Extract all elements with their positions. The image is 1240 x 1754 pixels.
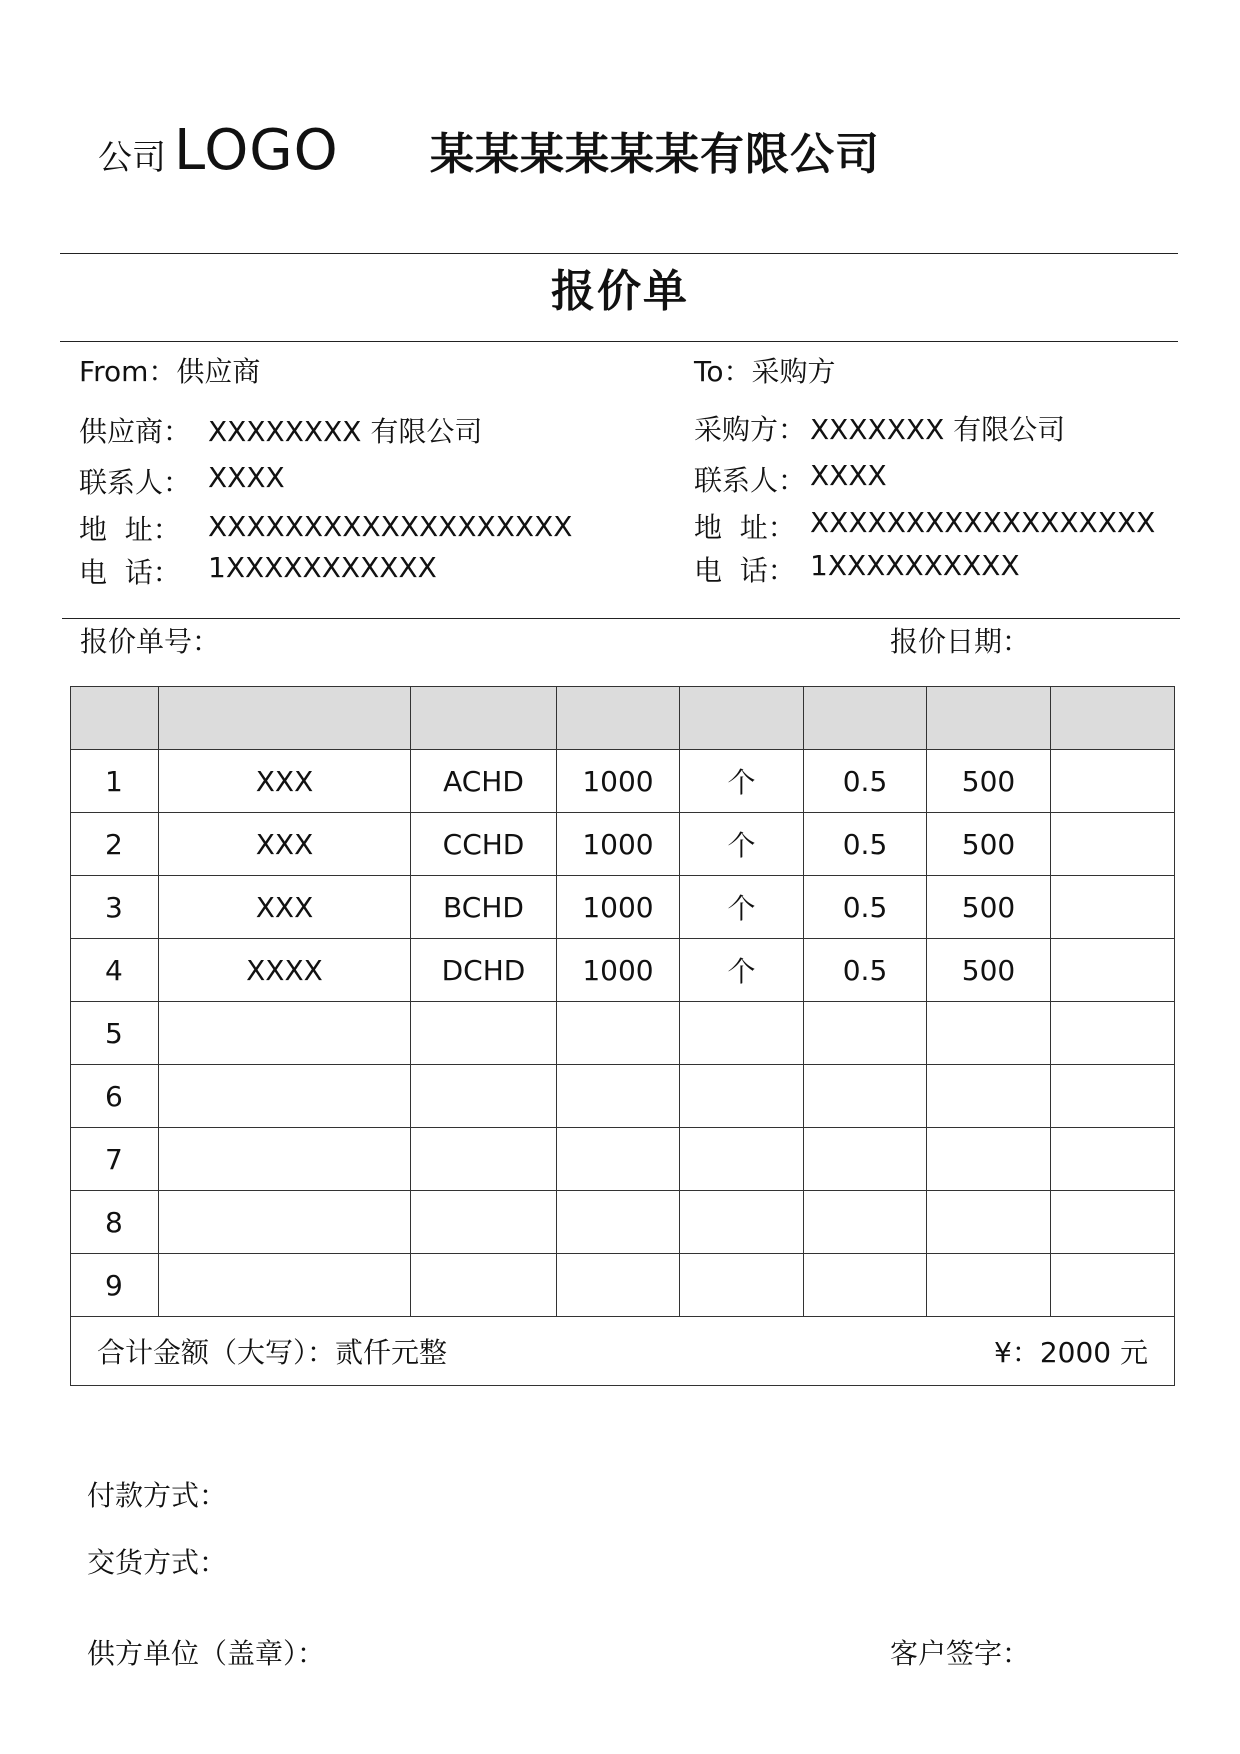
quantity-cell (557, 1128, 680, 1191)
to-heading: To：采购方 (694, 355, 836, 388)
model-cell: ACHD (411, 750, 557, 813)
unit-cell: 个 (680, 750, 804, 813)
unit-price-cell (804, 1254, 927, 1317)
to-address-label: 地 址： (694, 511, 796, 544)
header-cell (411, 687, 557, 750)
delivery-method-label: 交货方式： (87, 1546, 228, 1579)
model-cell: DCHD (411, 939, 557, 1002)
model-cell: CCHD (411, 813, 557, 876)
table-total-row (71, 1317, 1175, 1386)
divider-meta (62, 618, 1180, 619)
unit-cell (680, 1065, 804, 1128)
row-number-cell: 8 (71, 1191, 159, 1254)
amount-cell (927, 1065, 1051, 1128)
quote-number-label: 报价单号： (80, 625, 221, 658)
table-row (71, 1002, 1175, 1065)
table-row (71, 876, 1175, 939)
payment-method-label: 付款方式： (87, 1479, 228, 1512)
model-cell (411, 1254, 557, 1317)
header-cell (680, 687, 804, 750)
quantity-cell: 1000 (557, 813, 680, 876)
amount-cell: 500 (927, 813, 1051, 876)
from-phone-label: 电 话： (79, 556, 181, 589)
from-supplier-value: XXXXXXXX 有限公司 (208, 415, 483, 448)
to-contact-label: 联系人： (694, 464, 807, 497)
quote-table (70, 686, 1175, 1386)
row-number-cell: 1 (71, 750, 159, 813)
amount-cell: 500 (927, 939, 1051, 1002)
from-contact-label: 联系人： (79, 466, 192, 499)
remark-cell (1051, 1128, 1175, 1191)
table-row (71, 1254, 1175, 1317)
unit-price-cell (804, 1002, 927, 1065)
row-number-cell: 3 (71, 876, 159, 939)
divider-title (60, 341, 1178, 342)
to-phone-value: 1XXXXXXXXXX (810, 549, 1020, 582)
remark-cell (1051, 813, 1175, 876)
to-phone-label: 电 话： (694, 554, 796, 587)
row-number-cell: 6 (71, 1065, 159, 1128)
model-cell (411, 1191, 557, 1254)
total-amount: ¥：2000 元 (994, 1336, 1148, 1369)
quantity-cell: 1000 (557, 750, 680, 813)
amount-cell (927, 1128, 1051, 1191)
unit-price-cell: 0.5 (804, 876, 927, 939)
row-number-cell: 9 (71, 1254, 159, 1317)
product-name-cell: XXXX (159, 939, 411, 1002)
logo-text: LOGO (174, 118, 339, 183)
table-row (71, 750, 1175, 813)
row-number-cell: 4 (71, 939, 159, 1002)
model-cell: BCHD (411, 876, 557, 939)
unit-cell: 个 (680, 939, 804, 1002)
customer-signature-label: 客户签字： (890, 1637, 1031, 1670)
supplier-seal-label: 供方单位（盖章）： (87, 1637, 326, 1670)
from-heading: From：供应商 (79, 355, 261, 388)
quote-date-label: 报价日期： (890, 625, 1031, 658)
table-header-row (71, 687, 1175, 750)
remark-cell (1051, 750, 1175, 813)
from-address-value: XXXXXXXXXXXXXXXXXXX (208, 510, 573, 543)
header-cell (71, 687, 159, 750)
from-contact-value: XXXX (208, 461, 285, 494)
header-cell (1051, 687, 1175, 750)
to-contact-value: XXXX (810, 459, 887, 492)
product-name-cell (159, 1191, 411, 1254)
logo-prefix: 公司 (98, 138, 166, 178)
unit-price-cell (804, 1191, 927, 1254)
divider-top (60, 253, 1178, 254)
row-number-cell: 7 (71, 1128, 159, 1191)
unit-price-cell: 0.5 (804, 813, 927, 876)
to-buyer-value: XXXXXXX 有限公司 (810, 413, 1066, 446)
unit-cell (680, 1191, 804, 1254)
product-name-cell: XXX (159, 750, 411, 813)
remark-cell (1051, 876, 1175, 939)
model-cell (411, 1065, 557, 1128)
remark-cell (1051, 939, 1175, 1002)
unit-cell: 个 (680, 876, 804, 939)
to-address-value: XXXXXXXXXXXXXXXXXX (810, 506, 1156, 539)
table-row (71, 1065, 1175, 1128)
row-number-cell: 5 (71, 1002, 159, 1065)
unit-cell (680, 1254, 804, 1317)
model-cell (411, 1002, 557, 1065)
product-name-cell (159, 1002, 411, 1065)
quantity-cell (557, 1191, 680, 1254)
table-row (71, 813, 1175, 876)
to-buyer-label: 采购方： (694, 413, 807, 446)
product-name-cell (159, 1128, 411, 1191)
from-phone-value: 1XXXXXXXXXXX (208, 551, 437, 584)
remark-cell (1051, 1254, 1175, 1317)
from-supplier-label: 供应商： (79, 415, 192, 448)
unit-cell (680, 1128, 804, 1191)
table-row (71, 1191, 1175, 1254)
remark-cell (1051, 1065, 1175, 1128)
unit-price-cell: 0.5 (804, 939, 927, 1002)
quantity-cell: 1000 (557, 876, 680, 939)
unit-price-cell (804, 1128, 927, 1191)
table-row (71, 939, 1175, 1002)
remark-cell (1051, 1191, 1175, 1254)
unit-price-cell (804, 1065, 927, 1128)
amount-cell: 500 (927, 750, 1051, 813)
row-number-cell: 2 (71, 813, 159, 876)
page-title: 报价单 (551, 266, 689, 317)
header-cell (927, 687, 1051, 750)
total-words: 合计金额（大写）：贰仟元整 (97, 1336, 448, 1369)
remark-cell (1051, 1002, 1175, 1065)
product-name-cell: XXX (159, 876, 411, 939)
model-cell (411, 1128, 557, 1191)
product-name-cell (159, 1065, 411, 1128)
header-cell (804, 687, 927, 750)
amount-cell: 500 (927, 876, 1051, 939)
quantity-cell (557, 1065, 680, 1128)
quantity-cell (557, 1002, 680, 1065)
total-cell (71, 1317, 1175, 1386)
company-logo (98, 118, 339, 183)
amount-cell (927, 1191, 1051, 1254)
quantity-cell: 1000 (557, 939, 680, 1002)
product-name-cell (159, 1254, 411, 1317)
amount-cell (927, 1002, 1051, 1065)
unit-price-cell: 0.5 (804, 750, 927, 813)
product-name-cell: XXX (159, 813, 411, 876)
table-row (71, 1128, 1175, 1191)
quantity-cell (557, 1254, 680, 1317)
header-cell (557, 687, 680, 750)
unit-cell: 个 (680, 813, 804, 876)
amount-cell (927, 1254, 1051, 1317)
company-name: 某某某某某某有限公司 (430, 129, 880, 180)
header-cell (159, 687, 411, 750)
unit-cell (680, 1002, 804, 1065)
from-address-label: 地 址： (79, 513, 181, 546)
